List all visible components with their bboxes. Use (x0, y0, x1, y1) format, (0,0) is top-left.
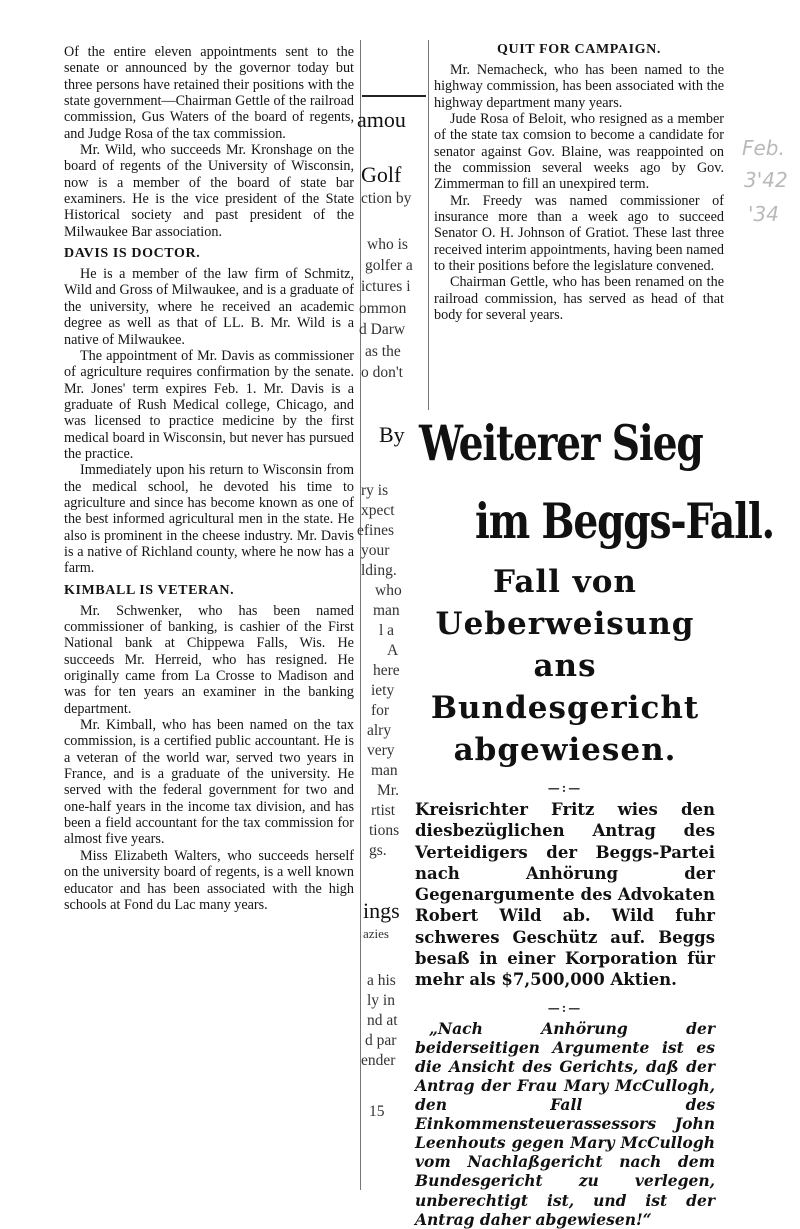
german-article (415, 414, 774, 1229)
strip-word-5: golfer a (365, 257, 413, 274)
strip-word-34: ly in (367, 992, 395, 1009)
margin-handwriting-note-2: 3'42 (744, 168, 788, 192)
strip-word-2: Golf (361, 162, 402, 187)
strip-word-15: your (361, 542, 390, 559)
right-paragraph-2: Jude Rosa of Beloit, who resigned as a member of the state tax comsion to become a candidate for senator against Gov. Blaine, was reappointed on the commission several weeks ago by Gov. Zimmerman to fill an unexpired term. (434, 111, 724, 193)
strip-word-28: rtist (371, 802, 396, 819)
strip-word-37: ender (361, 1052, 396, 1069)
strip-word-18: man (373, 602, 400, 619)
strip-word-21: here (373, 662, 400, 679)
right-paragraph-3: Mr. Freedy was named commissioner of insurance more than a week ago to succeed Senator O. H. Johnson of Gratiot. These last three received interim appointments, having been named to their positions before the legislature convened. (434, 192, 724, 275)
strip-word-26: man (371, 762, 398, 779)
strip-word-11: By (379, 422, 405, 447)
strip-word-1: amou (357, 107, 406, 132)
strip-word-38: 15 (369, 1103, 385, 1120)
strip-word-8: d Darw (359, 321, 406, 338)
left-paragraph-8: Miss Elizabeth Walters, who succeeds herself on the university board of regents, is a well known educator and has been associated with the high schools at Fond du Lac many years. (64, 847, 354, 913)
right-paragraph-4: Chairman Gettle, who has been renamed on the railroad commission, has served as head of that body for several years. (434, 274, 724, 324)
strip-word-24: alry (367, 722, 392, 739)
strip-word-6: ictures i (361, 278, 411, 295)
strip-word-31: ings (363, 898, 400, 923)
subhead-davis-is-doctor: DAVIS IS DOCTOR. (64, 246, 201, 262)
strip-word-23: for (371, 702, 390, 719)
subhead-kimball-is-veteran: KIMBALL IS VETERAN. (64, 582, 235, 598)
left-article-column (64, 44, 354, 913)
left-paragraph-2: Mr. Wild, who succeeds Mr. Kronshage on the board of regents of the University of Wisconsin, now is a member of the board of state bar examiners. He is the vice president of the State Historical society and past president of the Milwaukee Bar association. (64, 142, 354, 240)
strip-word-12: ry is (361, 482, 389, 499)
right-article-column (434, 42, 724, 324)
left-paragraph-4: The appointment of Mr. Davis as commissioner of agriculture requires confirmation by the senate. Mr. Jones' term expires Feb. 1. Mr. Davis is a graduate of Rush Medical college, Chicago, and was licensed to practice medicine by the first medical board in Wisconsin, but never has pursued the practice. (64, 347, 354, 462)
strip-word-17: who (375, 582, 402, 599)
left-paragraph-6: Mr. Schwenker, who has been named commissioner of banking, is cashier of the First National bank at Chippewa Falls, Wis. He succeeds Mr. Herreid, who has resigned. He originally came from La Crosse to Madison and was for ten years an examiner in the banking department. (64, 602, 354, 717)
strip-word-32: azies (363, 926, 389, 941)
left-paragraph-3: He is a member of the law firm of Schmitz, Wild and Gross of Milwaukee, and is a graduate of the university, where he received an academic degree as well as that of LL. B. Mr. Wild is a native of Milwaukee. (64, 266, 354, 348)
left-paragraph-1: Of the entire eleven appointments sent to the senate or announced by the governor today but three persons have retained their positions with the state government—Chairman Gettle of the railroad commission, Gus Waters of the board of regents, and Judge Rosa of the tax commission. (64, 44, 354, 142)
strip-word-3: ction by (361, 190, 412, 207)
german-headline-line-2: im Beggs-Fall. (475, 492, 774, 550)
strip-word-20: A (387, 642, 399, 659)
strip-word-19: l a (379, 622, 395, 639)
strip-word-16: lding. (361, 562, 397, 579)
strip-word-25: very (367, 742, 395, 759)
german-separator-2: —:— (547, 1000, 583, 1015)
strip-word-27: Mr. (377, 782, 399, 799)
german-headline-line-1: Weiterer Sieg (419, 414, 703, 472)
strip-word-4: who is (367, 236, 408, 253)
strip-word-33: a his (367, 972, 396, 989)
right-paragraph-1: Mr. Nemacheck, who has been named to the highway commission, has been associated with the highway department many years. (434, 62, 724, 111)
strip-word-29: tions (369, 822, 400, 839)
subhead-quit-for-campaign: QUIT FOR CAMPAIGN. (497, 42, 661, 57)
strip-word-30: gs. (369, 842, 387, 859)
column-rule-right (428, 40, 429, 410)
german-subheadline: Fall von Ueberweisung ans Bundesgericht abgewiesen. (430, 564, 700, 768)
left-paragraph-7: Mr. Kimball, who has been named on the tax commission, is a certified public accountant. He is a veteran of the world war, served two years in France, and is a graduate of the university. He served with the federal government for two and one-half years in the income tax division, and has been a field accountant for the tax commission for almost five years. (64, 717, 354, 848)
german-separator-1: —:— (547, 781, 583, 795)
strip-word-22: iety (371, 682, 395, 699)
strip-word-10: o don't (361, 364, 403, 381)
german-quote-paragraph: „Nach Anhörung der beiderseitigen Argumente ist es die Ansicht des Gerichts, daß der Antrag der Frau Mary McCullogh, den Fall des Einkommensteuerassessors John Leenhouts gegen Mary McCullogh vom Nachlaßgericht nach dem Bundesgericht zu verlegen, unberechtigt ist, und ist der Antrag daher abgewiesen!“ (415, 1018, 715, 1229)
strip-word-9: as the (365, 343, 401, 360)
margin-handwriting-note-1: Feb. (742, 136, 785, 160)
strip-word-36: d par (365, 1032, 397, 1049)
german-body-paragraph: Kreisrichter Fritz wies den diesbezüglichen Antrag des Verteidigers der Beggs-Partei nach Anhörung der Gegenargumente des Advokaten Robert Wild ab. Wild fuhr schweres Geschütz auf. Beggs besaß in einer Korporation für mehr als $7,500,000 Aktien. (415, 800, 715, 990)
margin-handwriting-note-3: '34 (748, 202, 779, 226)
strip-word-14: efines (357, 522, 395, 539)
strip-word-7: ommon (359, 300, 407, 317)
left-paragraph-5: Immediately upon his return to Wisconsin from the medical school, he devoted his time to agriculture and since has become known as one of the best informed agricultural men in the state. He also is prominent in the cheese industry. Mr. Davis is a native of Richland county, where he now has a farm. (64, 462, 354, 577)
strip-word-35: nd at (367, 1012, 398, 1029)
strip-word-13: xpect (361, 502, 395, 519)
